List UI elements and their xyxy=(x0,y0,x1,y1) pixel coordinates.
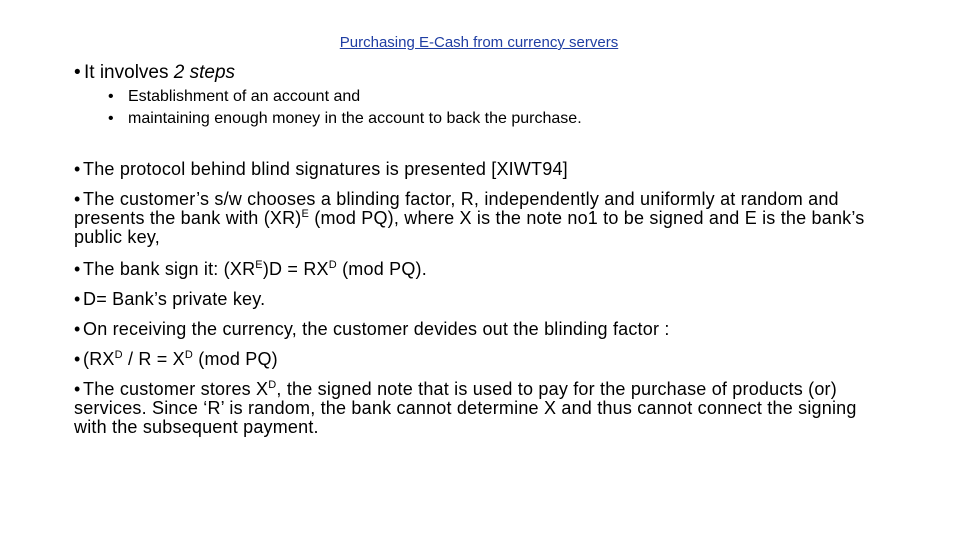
intro-emphasis: 2 steps xyxy=(173,62,236,83)
bullet-marker: • xyxy=(74,289,81,309)
bullet-marker: • xyxy=(74,62,81,83)
bullet-marker: • xyxy=(74,349,81,369)
bullet-marker: • xyxy=(108,88,114,105)
intro-text: It involves xyxy=(84,62,174,83)
bullet-marker: • xyxy=(74,189,81,209)
point-item xyxy=(74,190,894,247)
point-text: / R = X xyxy=(122,349,185,369)
point-text: On receiving the currency, the customer devides out the blinding factor : xyxy=(83,319,670,339)
bullet-marker: • xyxy=(108,110,114,127)
superscript: E xyxy=(301,208,310,220)
point-text: (RX xyxy=(83,349,115,369)
bullet-marker: • xyxy=(74,259,81,279)
point-text: D= Bank’s private key. xyxy=(83,289,266,309)
superscript: D xyxy=(328,259,337,271)
point-item xyxy=(74,290,894,309)
bullet-marker: • xyxy=(74,379,81,399)
point-item xyxy=(74,350,894,369)
point-item xyxy=(74,160,894,179)
step-item xyxy=(108,88,360,106)
superscript: D xyxy=(184,349,194,361)
point-text: The customer stores X xyxy=(83,379,269,399)
superscript: D xyxy=(268,379,277,391)
point-text: (mod PQ) xyxy=(193,349,278,369)
point-text: The bank sign it: (XR xyxy=(83,259,256,279)
point-item xyxy=(74,320,894,339)
step-item xyxy=(108,110,582,128)
bullet-marker: • xyxy=(74,319,81,339)
intro-bullet xyxy=(74,62,235,84)
point-text: The customer’s s/w chooses a blinding factor, R, independently and uniformly at random and presents the bank with (XR) xyxy=(74,189,839,228)
step-text: maintaining enough money in the account to back the purchase. xyxy=(128,110,582,127)
bullet-marker: • xyxy=(74,159,81,179)
point-item xyxy=(74,380,894,437)
point-text: , the signed note that is used to pay for the purchase of products (or) services. Since ‘R’ is random, the bank cannot determine X and thus cannot connect the signing with the subsequent payment. xyxy=(74,379,857,437)
point-text: The protocol behind blind signatures is presented [XIWT94] xyxy=(83,159,568,179)
point-item xyxy=(74,260,894,279)
slide-title-text: Purchasing E-Cash from currency servers xyxy=(339,34,619,51)
step-text: Establishment of an account and xyxy=(128,88,361,105)
slide-title xyxy=(0,34,960,51)
superscript: E xyxy=(255,259,263,271)
point-text: (mod PQ), where X is the note no1 to be signed and E is the bank’s public key, xyxy=(74,208,865,247)
superscript: D xyxy=(114,349,123,361)
point-text: )D = RX xyxy=(262,259,329,279)
point-text: (mod PQ). xyxy=(336,259,427,279)
